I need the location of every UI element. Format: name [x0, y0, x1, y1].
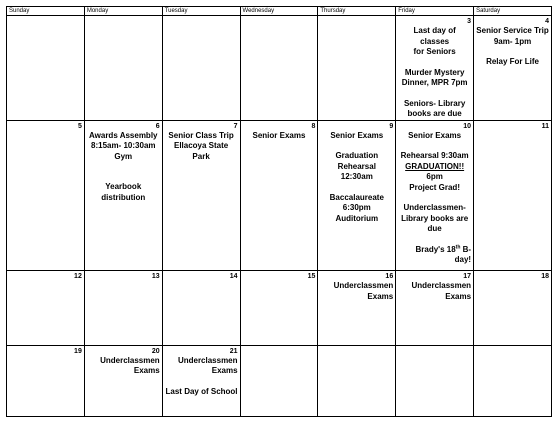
day-cell-empty — [474, 345, 552, 416]
day-cell-13 — [84, 271, 162, 345]
day-cell-11 — [474, 120, 552, 271]
week-row-1 — [7, 16, 552, 121]
header-friday: Friday — [396, 7, 474, 16]
day-cell-4 — [474, 16, 552, 121]
day-cell-empty — [240, 345, 318, 416]
event-text: Exams — [445, 291, 472, 301]
day-cell-7 — [162, 120, 240, 271]
day-number: 4 — [545, 18, 549, 26]
day-cell-empty — [84, 16, 162, 121]
event-text: Underclassmen — [411, 281, 472, 291]
event-text: Senior Exams — [330, 130, 384, 140]
day-number: 17 — [463, 273, 472, 281]
week-row-3 — [7, 271, 552, 345]
day-cell-empty — [162, 16, 240, 121]
day-number: 16 — [385, 273, 394, 281]
day-cell-9 — [318, 120, 396, 271]
day-cell-19 — [7, 345, 85, 416]
event-text: Project Grad! — [409, 182, 460, 192]
day-cell-14 — [162, 271, 240, 345]
day-number: 21 — [229, 347, 238, 355]
event-text: due — [427, 224, 442, 234]
header-sunday: Sunday — [7, 7, 85, 16]
event-text: Underclassmen — [333, 281, 394, 291]
week-row-4 — [7, 345, 552, 416]
event-text: Senior Exams — [408, 130, 462, 140]
day-number: 9 — [389, 122, 394, 130]
week-row-2 — [7, 120, 552, 271]
event-text: Rehearsal — [337, 161, 376, 171]
calendar-grid — [6, 6, 552, 417]
day-cell-15 — [240, 271, 318, 345]
event-text: 6pm — [426, 172, 443, 182]
event-text: Awards Assembly — [89, 130, 158, 140]
event-text: Auditorium — [335, 213, 379, 223]
event-text: 9am- 1pm — [493, 36, 532, 46]
graduation-text: GRADUATION!! — [405, 161, 465, 171]
event-text: 6:30pm — [342, 203, 371, 213]
day-number: 20 — [151, 347, 160, 355]
event-text: Ellacoya State — [173, 141, 229, 151]
day-number: 11 — [541, 122, 549, 130]
event-text: Senior Exams — [252, 130, 306, 140]
day-number: 10 — [463, 122, 472, 130]
day-number: 18 — [541, 273, 549, 281]
event-text: Rehearsal 9:30am — [400, 151, 469, 161]
day-number: 15 — [307, 273, 316, 281]
event-text: Park — [192, 151, 210, 161]
event-text: Gym — [114, 151, 133, 161]
event-text: Underclassmen- — [403, 203, 466, 213]
event-text: Last day of classes — [413, 26, 456, 46]
event-text: Senior Service Trip — [476, 26, 549, 36]
day-cell-10 — [396, 120, 474, 271]
day-cell-empty — [7, 16, 85, 121]
header-thursday: Thursday — [318, 7, 396, 16]
event-text: distribution — [101, 192, 146, 202]
day-cell-17 — [396, 271, 474, 345]
day-cell-5 — [7, 120, 85, 271]
day-cell-18 — [474, 271, 552, 345]
event-text: Exams — [133, 366, 160, 376]
day-cell-21 — [162, 345, 240, 416]
header-tuesday: Tuesday — [162, 7, 240, 16]
birthday-text-part: Brady's 18 — [415, 244, 456, 254]
event-text: Underclassmen — [177, 355, 238, 365]
event-text: 12:30am — [340, 172, 373, 182]
day-number: 19 — [74, 347, 82, 355]
birthday-text-part: B- — [460, 244, 472, 254]
event-text: Exams — [211, 366, 238, 376]
day-number: 5 — [77, 122, 82, 130]
event-text: Relay For Life — [486, 57, 539, 67]
day-cell-empty — [318, 16, 396, 121]
day-number: 6 — [155, 122, 160, 130]
day-number: 12 — [74, 273, 82, 281]
event-text: Baccalaureate — [329, 192, 384, 202]
event-text: Last Day of School — [165, 386, 238, 396]
day-cell-3 — [396, 16, 474, 121]
day-cell-20 — [84, 345, 162, 416]
day-number: 3 — [467, 18, 472, 26]
event-text: Murder Mystery — [404, 67, 465, 77]
day-number: 8 — [311, 122, 316, 130]
day-number: 13 — [151, 273, 160, 281]
day-cell-6 — [84, 120, 162, 271]
day-number: 14 — [229, 273, 238, 281]
event-text: Graduation — [335, 151, 379, 161]
ordinal-suffix: th — [455, 244, 461, 251]
header-monday: Monday — [84, 7, 162, 16]
day-cell-empty — [396, 345, 474, 416]
day-cell-12 — [7, 271, 85, 345]
header-saturday: Saturday — [474, 7, 552, 16]
day-cell-8 — [240, 120, 318, 271]
birthday-text — [398, 245, 471, 256]
day-cell-16 — [318, 271, 396, 345]
event-text: Dinner, MPR 7pm — [401, 78, 468, 88]
day-cell-empty — [240, 16, 318, 121]
header-wednesday: Wednesday — [240, 7, 318, 16]
event-text: Seniors- Library — [403, 98, 466, 108]
event-text: books are due — [407, 109, 462, 119]
event-text: Library books are — [401, 213, 469, 223]
day-number: 7 — [233, 122, 238, 130]
event-text: Exams — [367, 291, 394, 301]
event-text: Yearbook — [105, 182, 142, 192]
day-cell-empty — [318, 345, 396, 416]
event-text: Underclassmen — [100, 355, 160, 365]
weekday-header-row — [7, 7, 552, 16]
event-text: 8:15am- 10:30am — [91, 141, 156, 151]
event-text: Senior Class Trip — [168, 130, 234, 140]
event-text: day! — [454, 255, 472, 265]
event-text: for Seniors — [413, 47, 456, 57]
